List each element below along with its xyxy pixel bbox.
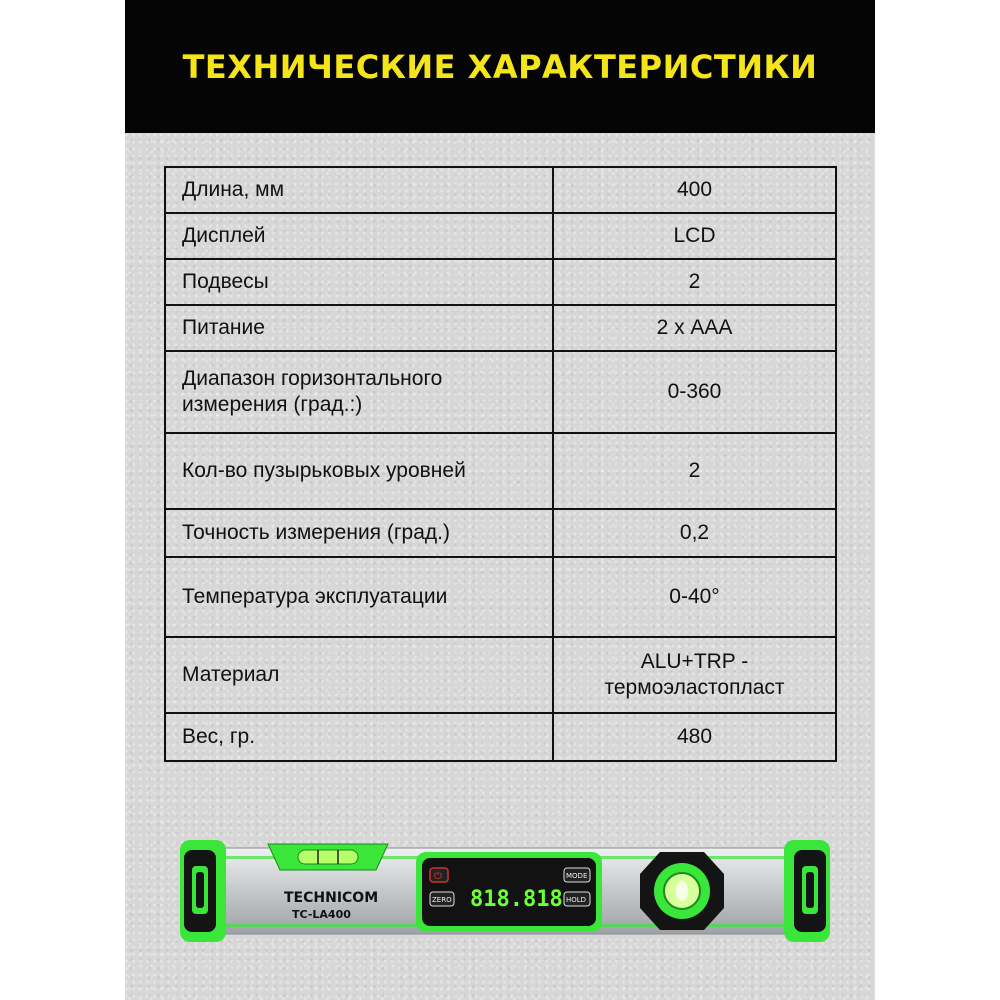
display-module (416, 852, 602, 932)
table-row (165, 433, 836, 509)
model-label: TC-LA400 (292, 908, 351, 921)
spec-value: 0-360 (553, 351, 836, 433)
hold-button-label: HOLD (566, 896, 587, 904)
table-row (165, 351, 836, 433)
table-row (165, 557, 836, 637)
table-row (165, 259, 836, 305)
table-row (165, 509, 836, 557)
spec-value: 0-40° (553, 557, 836, 637)
spec-name: Длина, мм (165, 167, 553, 213)
spec-name: Подвесы (165, 259, 553, 305)
page-title: ТЕХНИЧЕСКИЕ ХАРАКТЕРИСТИКИ (182, 47, 818, 86)
spec-value: 2 х ААА (553, 305, 836, 351)
spec-value: 480 (553, 713, 836, 761)
spec-value: ALU+TRP - термоэластопласт (553, 637, 836, 713)
top-vial (268, 844, 388, 870)
table-row (165, 213, 836, 259)
power-icon: ⏻ (434, 871, 442, 882)
brand-label: TECHNICOM (284, 890, 379, 906)
spec-name: Вес, гр. (165, 713, 553, 761)
spec-name: Кол-во пузырьковых уровней (165, 433, 553, 509)
spec-name: Питание (165, 305, 553, 351)
specs-table (164, 166, 837, 762)
spec-value: 0,2 (553, 509, 836, 557)
spec-name: Температура эксплуатации (165, 557, 553, 637)
table-row (165, 305, 836, 351)
spec-value: 400 (553, 167, 836, 213)
left-end-cap (180, 840, 226, 942)
spec-name: Точность измерения (град.) (165, 509, 553, 557)
spec-value: 2 (553, 259, 836, 305)
right-end-cap (784, 840, 830, 942)
table-row (165, 637, 836, 713)
display-readout: 818.818 (470, 887, 563, 912)
round-vial (640, 852, 724, 930)
table-row (165, 713, 836, 761)
mode-button-label: MODE (566, 872, 588, 880)
product-level-image (180, 836, 830, 946)
spec-name: Материал (165, 637, 553, 713)
spec-value: LCD (553, 213, 836, 259)
spec-name: Дисплей (165, 213, 553, 259)
spec-value: 2 (553, 433, 836, 509)
table-row (165, 167, 836, 213)
header-banner (125, 0, 875, 133)
zero-button-label: ZERO (432, 896, 452, 904)
spec-name: Диапазон горизонтального измерения (град.:) (165, 351, 553, 433)
